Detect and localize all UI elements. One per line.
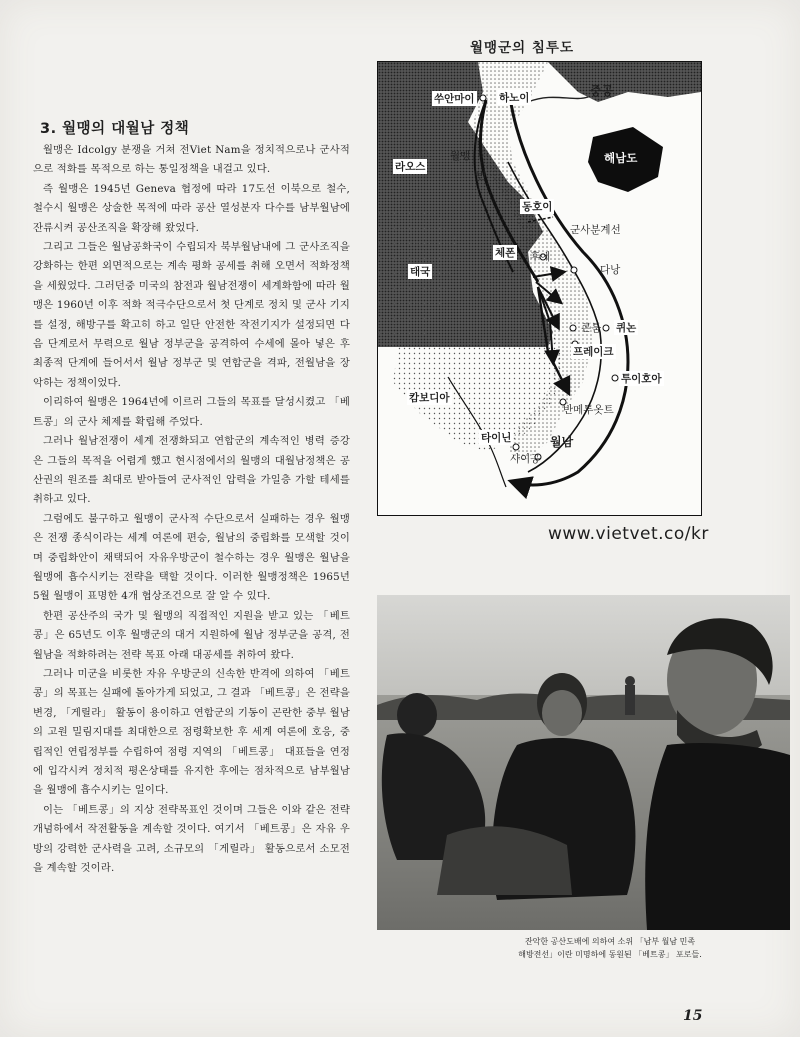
label-south-vietnam: 월남 <box>550 435 574 449</box>
prisoner-photo <box>377 595 790 930</box>
caption-line: 해방전선」이란 미명하에 동원된 「베트콩」 포로들. <box>518 950 702 959</box>
map-graphic <box>378 62 701 515</box>
map-title: 월맹군의 침투도 <box>470 40 574 56</box>
prisoner-right-body <box>645 743 790 930</box>
city-marker <box>603 325 609 331</box>
label-ban-me-thuot: 반메투옷트 <box>563 404 614 416</box>
label-qui-nhon: 퀴논 <box>616 322 637 334</box>
label-hainan: 해남도 <box>604 151 638 165</box>
section-heading: 3. 월맹의 대월남 정책 <box>40 121 190 137</box>
paragraph: 이는 「베트콩」의 지상 전략목표인 것이며 그들은 이와 같은 전략 개념하에서 작전활동을 계속할 것이다. 여기서 「베트콩」은 자유 우방의 강력한 군사력을 고려, 소규모의 「게릴라」 활동으로서 소모전을 계속할 것이라. <box>33 803 350 875</box>
label-kon-tum: 콘툼 <box>581 322 602 334</box>
city-marker <box>513 444 519 450</box>
label-tuy-hoa: 투이호아 <box>621 373 662 385</box>
city-marker <box>570 325 576 331</box>
label-dong-hoi: 동호이 <box>522 201 553 213</box>
label-north-vietnam: 월맹 <box>450 150 471 162</box>
label-sam-ne: 쑤안마이 <box>434 93 475 105</box>
china-region <box>548 62 701 102</box>
label-cambodia: 캄보디아 <box>409 392 450 404</box>
city-marker <box>571 267 577 273</box>
paragraph: 즉 월맹은 1945년 Geneva 협정에 따라 17도선 이북으로 철수, 철수시 월맹은 상술한 목적에 따라 공산 열성분자 다수를 남부월남에 잔류시켜 공산조직을 확장해 왔었다. <box>33 182 350 234</box>
label-china: 중공 <box>590 84 614 98</box>
paragraph: 그리고 그들은 월남공화국이 수립되자 북부월남내에 그 군사조직을 강화하는 한편 외면적으로는 계속 평화 공세를 취해 오면서 적화정책을 세웠었다. 그러던중 미국의 참전과 월남전쟁이 세계화함에 따라 월맹은 1960년 이후 적화 적극수단으로서 첫 단계로 정치 및 군사 기지를 설정, 해방구를 확고히 하고 일단 안전한 작전기지가 설정되면 다음 단계로서 무력으로 월남 정부군을 공격하여 수세에 몰아 넣은 후 최종적 단계에 들어서서 월남 정부군 및 연합군을 격파, 전월남을 장악하는 정책이었다. <box>33 241 350 389</box>
city-marker <box>480 95 486 101</box>
label-thailand: 태국 <box>410 266 431 278</box>
page-number: 15 <box>683 1008 703 1024</box>
caption-line: 잔악한 공산도배에 의하여 소위 「남부 월남 민족 <box>524 937 696 946</box>
city-marker <box>612 375 618 381</box>
paragraph: 월맹은 Idcolgy 분쟁을 거쳐 전Viet Nam을 정치적으로나 군사적으로 적화를 목적으로 하는 통일정책을 내걸고 있다. <box>33 144 350 176</box>
paragraph: 한편 공산주의 국가 및 월맹의 직접적인 지원을 받고 있는 「베트콩」은 65년도 이후 월맹군의 대거 지원하에 월남 정부군을 공격, 전월남을 적화하려는 전략 목표 아래 대공세를 취하여 왔다. <box>33 609 350 661</box>
label-hue: 후에 <box>530 251 551 263</box>
article-body <box>33 141 350 878</box>
paragraph: 그럼에도 불구하고 월맹이 군사적 수단으로서 실패하는 경우 월맹은 전쟁 종식이라는 세계 여론에 편승, 월남의 중립화를 모색할 것이며 중립화안이 채택되어 자유우방군이 철수하는 경우 월맹은 월남을 월맹에 흡수시키는 전략을 택할 것이다. 이러한 월맹정책은 1965년 5월 월맹이 표명한 4개 협상조건으로 잘 알 수 있다. <box>33 512 350 603</box>
photo-graphic <box>377 595 790 930</box>
label-da-nang: 다낭 <box>600 264 621 276</box>
paragraph: 그러나 미군을 비롯한 자유 우방군의 신속한 반격에 의하여 「베트콩」의 목표는 실패에 돌아가게 되었고, 그 결과 「베트콩」은 전략을 변경, 「게릴라」 활동이 용이하고 연합군의 기동이 곤란한 중부 월남의 고원 밀림지대를 최대한으로 점령확보한 후 세계 여론에 호응, 중립적인 연립정부를 수립하여 점령 지역의 「베트콩」 대표들을 연정에 입각시켜 정치적 평온상태를 유지한 후에는 점차적으로 남부월남을 월맹에 흡수시키는 일이다. <box>33 667 350 797</box>
paragraph: 이리하여 월맹은 1964년에 이르러 그들의 목표를 달성시켰고 「베트콩」의 군사 체제를 확립해 주었다. <box>33 396 350 428</box>
watermark-url: www.vietvet.co/kr <box>548 524 709 544</box>
label-laos: 라오스 <box>395 161 426 173</box>
label-saigon: 사이공 <box>510 453 541 465</box>
paragraph: 그러나 월남전쟁이 세계 전쟁화되고 연합군의 계속적인 병력 증강은 그들의 목적을 어렵게 했고 현시점에서의 월맹의 대월남정책은 공산권의 원조를 최대로 받아들여 군사적인 압력을 가일층 가할 테세를 취하고 있다. <box>33 435 350 506</box>
label-tchepone: 체폰 <box>495 247 516 259</box>
photo-caption <box>445 935 775 961</box>
label-hanoi: 하노이 <box>499 92 530 104</box>
prisoner-left-head <box>397 693 437 737</box>
infiltration-map <box>377 61 702 516</box>
label-pleiku: 프레이크 <box>573 346 614 358</box>
label-dmz: 군사분계선 <box>570 224 621 236</box>
label-vinh: 빈 <box>476 170 487 182</box>
label-tay-ninh: 타이닌 <box>481 432 512 444</box>
